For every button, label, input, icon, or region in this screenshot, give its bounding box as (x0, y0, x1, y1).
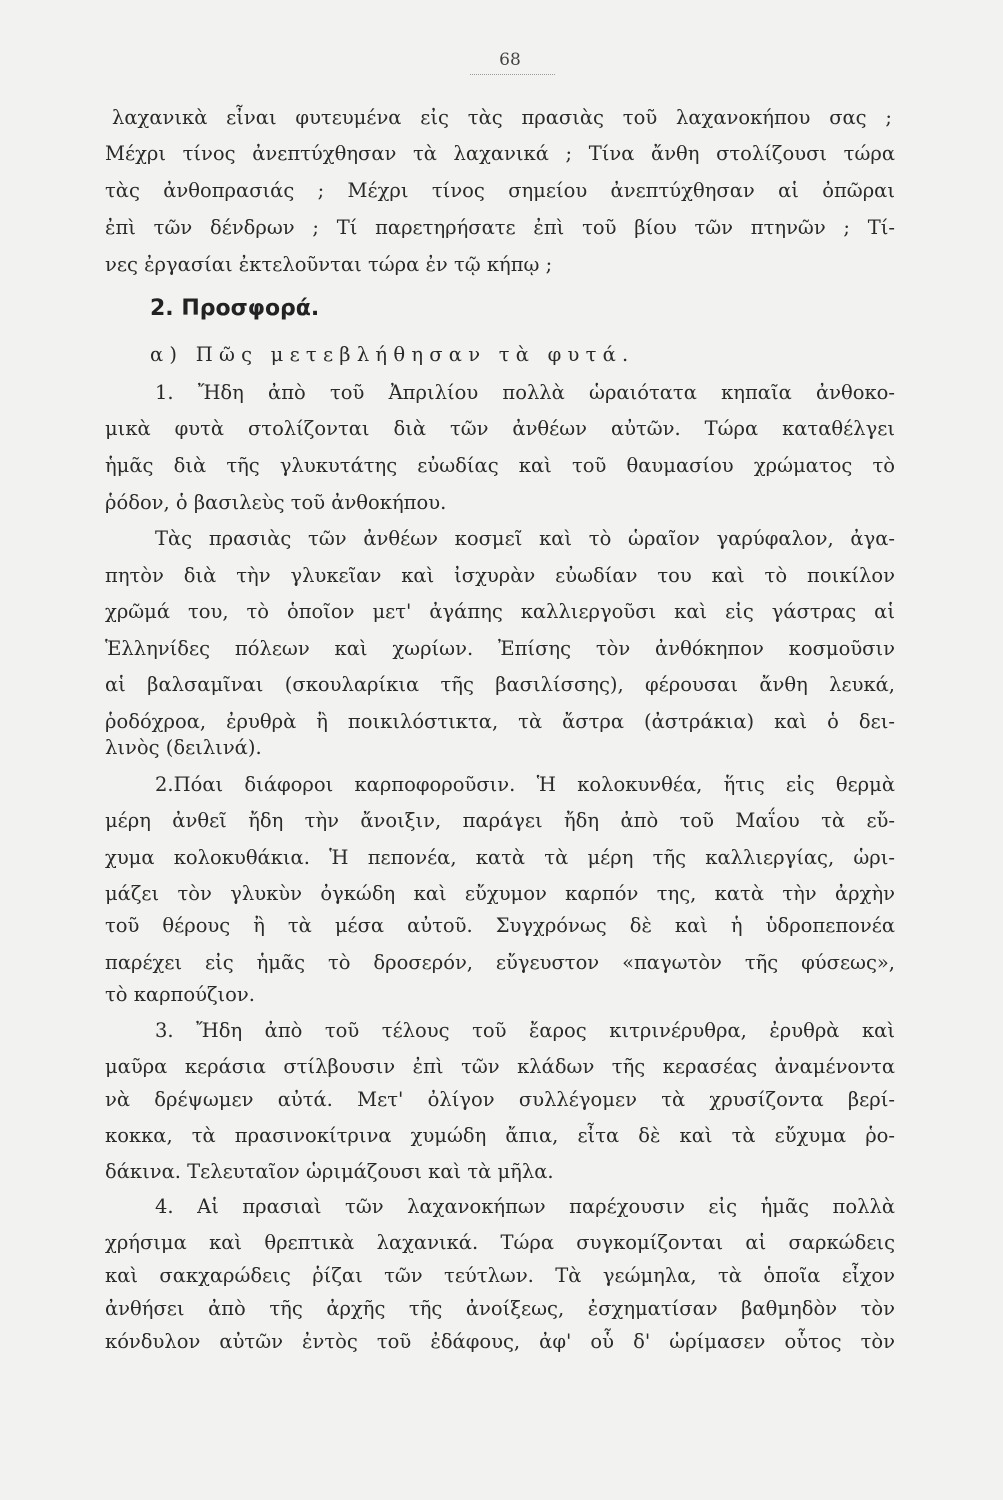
text-line: 4. Αἱ πρασιαὶ τῶν λαχανοκήπων παρέχουσιν εἰς ἡμᾶς πολλὰ (155, 1195, 895, 1218)
text-line: λινὸς (δειλινά). (105, 736, 262, 759)
text-line: νὰ δρέψωμεν αὐτά. Μετ' ὀλίγον συλλέγομεν τὰ χρυσίζοντα βερί- (105, 1088, 895, 1111)
text-line: μέρη ἀνθεῖ ἤδη τὴν ἄνοιξιν, παράγει ἤδη ἀπὸ τοῦ Μαΐου τὰ εὔ- (105, 809, 895, 832)
text-line: ἀνθήσει ἀπὸ τῆς ἀρχῆς τῆς ἀνοίξεως, ἐσχηματίσαν βαθμηδὸν τὸν (105, 1297, 895, 1320)
text-line: χρήσιμα καὶ θρεπτικὰ λαχανικά. Τώρα συγκομίζονται αἱ σαρκώδεις (105, 1231, 895, 1254)
text-line: κόνδυλον αὐτῶν ἐντὸς τοῦ ἐδάφους, ἀφ' οὗ δ' ὡρίμασεν οὗτος τὸν (105, 1330, 895, 1353)
text-line: ῥόδον, ὁ βασιλεὺς τοῦ ἀνθοκήπου. (105, 491, 447, 514)
text-line: 3. Ἤδη ἀπὸ τοῦ τέλους τοῦ ἔαρος κιτρινέρυθρα, ἐρυθρὰ καὶ (155, 1019, 895, 1042)
text-line: δάκινα. Τελευταῖον ὡριμάζουσι καὶ τὰ μῆλα. (105, 1160, 554, 1183)
text-line: τὰς ἀνθοπρασιάς ; Μέχρι τίνος σημείου ἀνεπτύχθησαν αἱ ὀπῶραι (105, 179, 895, 202)
text-line: πητὸν διὰ τὴν γλυκεῖαν καὶ ἰσχυρὰν εὐωδίαν του καὶ τὸ ποικίλον (105, 564, 895, 587)
page-number-rule (470, 74, 555, 75)
text-line: τὸ καρπούζιον. (105, 983, 255, 1006)
text-line: παρέχει εἰς ἡμᾶς τὸ δροσερόν, εὔγευστον «παγωτὸν τῆς φύσεως», (105, 951, 895, 974)
subheading: α) Πῶς μετεβλήθησαν τὰ φυτά. (150, 343, 635, 366)
page-number: 68 (499, 50, 521, 70)
text-line: ἡμᾶς διὰ τῆς γλυκυτάτης εὐωδίας καὶ τοῦ θαυμασίου χρώματος τὸ (105, 454, 895, 477)
text-line: αἱ βαλσαμῖναι (σκουλαρίκια τῆς βασιλίσσης), φέρουσαι ἄνθη λευκά, (105, 673, 895, 696)
text-line: λαχανικὰ εἶναι φυτευμένα εἰς τὰς πρασιὰς τοῦ λαχανοκήπου σας ; (112, 106, 892, 129)
text-line: 2.Πόαι διάφοροι καρποφοροῦσιν. Ἡ κολοκυνθέα, ἥτις εἰς θερμὰ (155, 773, 895, 796)
text-line: χυμα κολοκυθάκια. Ἡ πεπονέα, κατὰ τὰ μέρη τῆς καλλιεργίας, ὡρι- (105, 846, 895, 869)
text-line: ἐπὶ τῶν δένδρων ; Τί παρετηρήσατε ἐπὶ τοῦ βίου τῶν πτηνῶν ; Τί- (105, 216, 895, 239)
text-line: Μέχρι τίνος ἀνεπτύχθησαν τὰ λαχανικά ; Τίνα ἄνθη στολίζουσι τώρα (105, 142, 895, 165)
text-line: τοῦ θέρους ἢ τὰ μέσα αὐτοῦ. Συγχρόνως δὲ καὶ ἡ ὑδροπεπονέα (105, 914, 895, 937)
text-line: Τὰς πρασιὰς τῶν ἀνθέων κοσμεῖ καὶ τὸ ὡραῖον γαρύφαλον, ἀγα- (155, 527, 895, 550)
text-line: καὶ σακχαρώδεις ῥίζαι τῶν τεύτλων. Τὰ γεώμηλα, τὰ ὁποῖα εἶχον (105, 1264, 895, 1287)
text-line: Ἑλληνίδες πόλεων καὶ χωρίων. Ἐπίσης τὸν ἀνθόκηπον κοσμοῦσιν (105, 637, 895, 660)
text-line: νες ἐργασίαι ἐκτελοῦνται τώρα ἐν τῷ κήπῳ ; (105, 253, 553, 276)
text-line: κοκκα, τὰ πρασινοκίτρινα χυμώδη ἄπια, εἶτα δὲ καὶ τὰ εὔχυμα ῥο- (105, 1124, 895, 1147)
section-heading: 2. Προσφορά. (150, 296, 320, 321)
text-line: μάζει τὸν γλυκὺν ὀγκώδη καὶ εὔχυμον καρπόν της, κατὰ τὴν ἀρχὴν (105, 882, 895, 905)
text-line: μαῦρα κεράσια στίλβουσιν ἐπὶ τῶν κλάδων τῆς κερασέας ἀναμένοντα (105, 1055, 895, 1078)
text-line: ῥοδόχροα, ἐρυθρὰ ἢ ποικιλόστικτα, τὰ ἄστρα (ἀστράκια) καὶ ὁ δει- (105, 710, 895, 733)
text-line: μικὰ φυτὰ στολίζονται διὰ τῶν ἀνθέων αὐτῶν. Τώρα καταθέλγει (105, 417, 895, 440)
text-line: 1. Ἤδη ἀπὸ τοῦ Ἀπριλίου πολλὰ ὡραιότατα κηπαῖα ἀνθοκο- (155, 381, 895, 404)
text-line: χρῶμά του, τὸ ὁποῖον μετ' ἀγάπης καλλιεργοῦσι καὶ εἰς γάστρας αἱ (105, 600, 895, 623)
